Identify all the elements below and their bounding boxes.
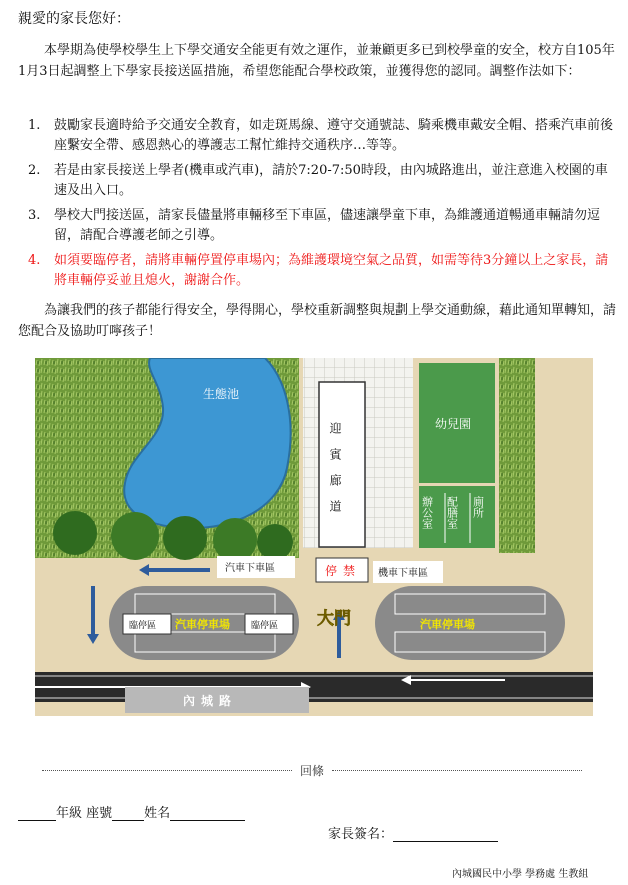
grade-label: 年級 — [56, 806, 83, 821]
office-label-1: 辦公室 — [420, 496, 434, 529]
name-label: 姓名 — [144, 806, 171, 821]
item-text: 學校大門接送區，請家長儘量將車輛移至下車區，儘速讓學童下車，為維護通道暢通車輛請勿逗留，請配合導護老師之引導。 — [54, 208, 601, 243]
cut-dots-left — [42, 770, 292, 771]
seat-label: 座號 — [86, 806, 113, 821]
corridor-label: 迎賓廊道 — [328, 422, 342, 526]
intro-paragraph: 本學期為使學校學生上下學交通安全能更有效之運作，並兼顧更多已到校學童的安全，校方自105年1月3日起調整上下學家長接送區措施，希望您能配合學校政策，並獲得您的認同。調整作法如下： — [18, 43, 615, 79]
list-item — [28, 206, 618, 246]
issuer-footer: 內城國民中小學 學務處 生教組 — [452, 869, 589, 880]
moto-dropoff-label: 機車下車區 — [378, 568, 428, 579]
greeting: 親愛的家長您好： — [18, 11, 130, 27]
item-text: 若是由家長接送上學者(機車或汽車)，請於7:20-7:50時段，由內城路進出，並注意進入校園的車速及出入口。 — [54, 163, 608, 198]
item-number: 1. — [28, 118, 41, 133]
campus-traffic-map — [35, 358, 593, 716]
item-number: 2. — [28, 163, 41, 178]
list-item — [28, 116, 618, 156]
signature-row — [328, 823, 498, 842]
temp-stop-label-1: 臨停區 — [129, 621, 157, 631]
lawn-right — [499, 358, 535, 553]
item-number: 3. — [28, 208, 41, 223]
parking-lot-label-1: 汽車停車場 — [175, 618, 230, 631]
temp-stop-label-2: 臨停區 — [251, 621, 279, 631]
measures-list — [28, 116, 618, 296]
road-label: 內城路 — [183, 694, 238, 708]
no-parking-label: 停禁 — [325, 564, 362, 578]
signature-field[interactable] — [393, 827, 498, 842]
grade-field[interactable] — [18, 806, 56, 821]
item-text: 鼓勵家長適時給予交通安全教育，如走斑馬線、遵守交通號誌、騎乘機車戴安全帽、搭乘汽車前後座繫安全帶、感恩熱心的導護志工幫忙維持交通秩序…等等。 — [54, 118, 614, 153]
office-label-2: 配膳室 — [445, 496, 459, 529]
main-gate-label: 大門 — [317, 609, 351, 629]
seat-field[interactable] — [112, 806, 144, 821]
item-text: 如須要臨停者，請將車輛停置停車場內；為維護環境空氣之品質，如需等待3分鐘以上之家長，請將車輛停妥並且熄火，謝謝合作。 — [54, 253, 609, 288]
cut-dots-right — [332, 770, 582, 771]
item-number: 4. — [28, 253, 41, 268]
parking-lot-label-2: 汽車停車場 — [420, 618, 475, 631]
signature-label: 家長簽名： — [328, 827, 394, 842]
list-item-highlight — [28, 251, 618, 291]
corridor-building — [319, 382, 365, 547]
office-label-3: 廁所 — [471, 496, 485, 518]
car-dropoff-label: 汽車下車區 — [225, 563, 275, 574]
cut-label: 回條 — [292, 762, 332, 779]
kindergarten-label: 幼兒園 — [435, 417, 472, 431]
name-field[interactable] — [170, 806, 245, 821]
closing-paragraph: 為讓我們的孩子都能行得安全，學得開心，學校重新調整與規劃上學交通動線，藉此通知單轉知，請您配合及協助叮嚀孩子！ — [18, 303, 617, 339]
list-item — [28, 161, 618, 201]
pond-label: 生態池 — [203, 387, 240, 401]
map-svg — [35, 358, 593, 716]
student-info-row — [18, 802, 245, 821]
